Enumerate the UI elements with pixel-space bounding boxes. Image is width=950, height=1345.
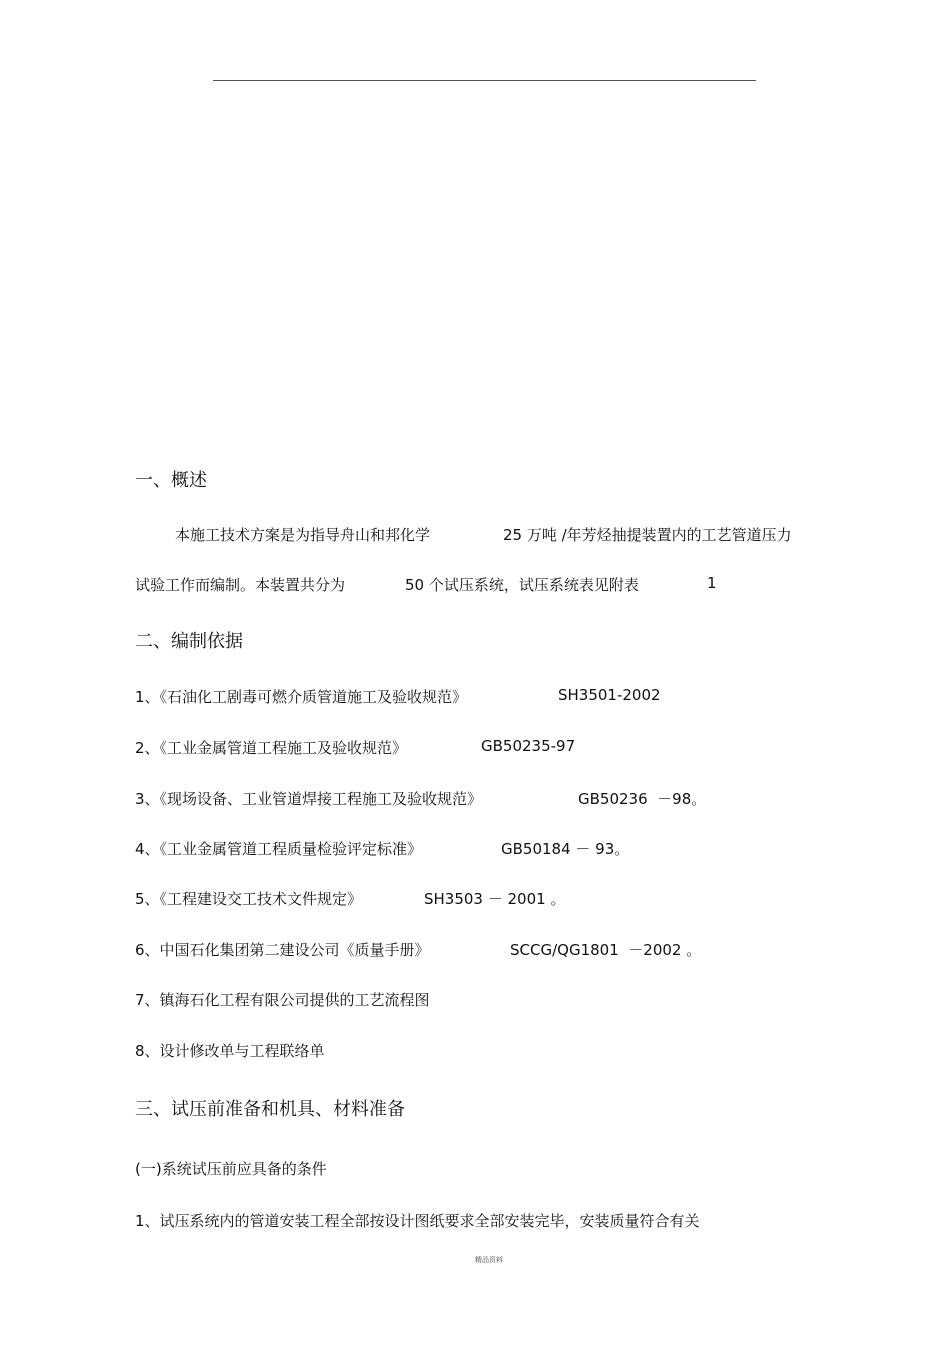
basis-item-3: 3、《现场设备、工业管道焊接工程施工及验收规范》 — [135, 790, 483, 808]
prep-item-1: 1、试压系统内的管道安装工程全部按设计图纸要求全部安装完毕，安装质量符合有关 — [135, 1212, 700, 1230]
basis-item-2: 2、《工业金属管道工程施工及验收规范》 — [135, 739, 408, 757]
basis-item-1-code: SH3501-2002 — [558, 686, 661, 704]
section-heading-basis: 二、编制依据 — [135, 631, 243, 652]
header-rule — [213, 80, 756, 81]
basis-item-6-code: SCCG/QG1801 －2002 。 — [510, 941, 702, 959]
basis-item-2-code: GB50235-97 — [481, 737, 576, 755]
basis-item-4: 4、《工业金属管道工程质量检验评定标准》 — [135, 840, 423, 858]
overview-line2-part3: 1 — [707, 574, 717, 592]
section-heading-preparation: 三、试压前准备和机具、材料准备 — [135, 1099, 405, 1120]
basis-item-6: 6、中国石化集团第二建设公司《质量手册》 — [135, 941, 430, 959]
basis-item-3-code: GB50236 －98。 — [578, 790, 707, 808]
overview-line1-part2: 25 万吨 /年芳烃抽提装置内的工艺管道压力 — [503, 526, 792, 544]
section-heading-overview: 一、概述 — [135, 470, 207, 491]
overview-line2-part2: 50 个试压系统，试压系统表见附表 — [405, 576, 639, 594]
basis-item-8: 8、设计修改单与工程联络单 — [135, 1042, 325, 1060]
basis-item-4-code: GB50184 － 93。 — [501, 840, 630, 858]
page-footer: 精品资料 — [475, 1256, 503, 1264]
overview-line1-part1: 本施工技术方案是为指导舟山和邦化学 — [175, 526, 431, 544]
basis-item-1: 1、《石油化工剧毒可燃介质管道施工及验收规范》 — [135, 688, 468, 706]
basis-item-7: 7、镇海石化工程有限公司提供的工艺流程图 — [135, 991, 430, 1009]
basis-item-5-code: SH3503 － 2001 。 — [424, 890, 566, 908]
basis-item-5: 5、《工程建设交工技术文件规定》 — [135, 890, 363, 908]
prep-subheading: (一)系统试压前应具备的条件 — [135, 1160, 327, 1178]
overview-line2-part1: 试验工作而编制。本装置共分为 — [135, 576, 346, 594]
